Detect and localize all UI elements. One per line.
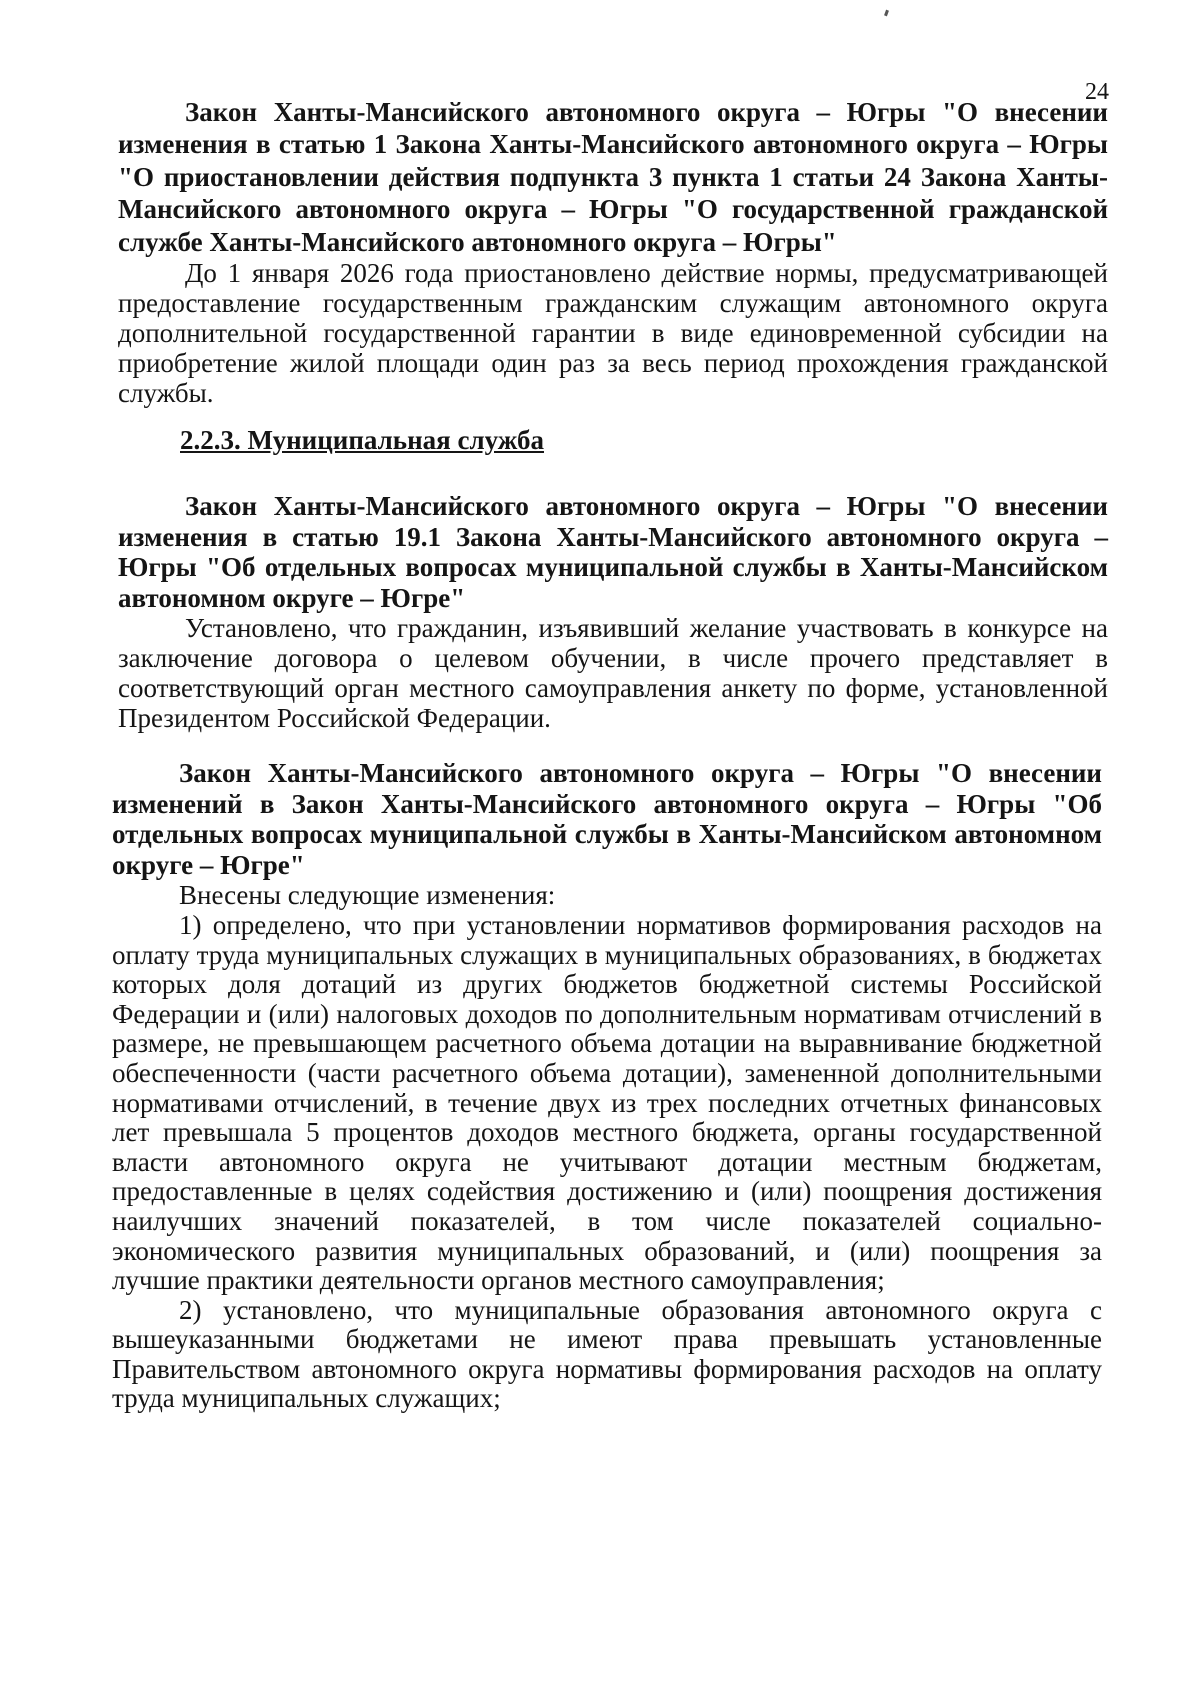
section-3-title: Закон Ханты-Мансийского автономного округа – Югры "О внесении изменений в Закон Ханты-Мансийского автономного округа – Югры "Об отдельных вопросах муниципальной службы в Ханты-Мансийском автономном округе – Югре" <box>112 758 1102 880</box>
section-3-item-2: 2) установлено, что муниципальные образования автономного округа с вышеуказанными бюджетами не имеют права превышать установленные Правительством автономного округа нормативы формирования расходов на оплату труда муниципальных служащих; <box>112 1294 1102 1414</box>
section-1-title: Закон Ханты-Мансийского автономного округа – Югры "О внесении изменения в статью 1 Закона Ханты-Мансийского автономного округа – Югры "О приостановлении действия подпункта 3 пункта 1 статьи 24 Закона Ханты-Мансийского автономного округа – Югры "О государственной гражданской службе Ханты-Мансийского автономного округа – Югры" <box>118 97 1108 257</box>
section-3-item-1: 1) определено, что при установлении нормативов формирования расходов на оплату труда муниципальных служащих в муниципальных образованиях, в бюджетах которых доля дотаций из других бюджетов бюджетной системы Российской Федерации и (или) налоговых доходов по дополнительным нормативам отчислений в размере, не превышающем расчетного объема дотации на выравнивание бюджетной обеспеченности (части расчетного объема дотации), замененной дополнительными нормативами отчислений, в течение двух из трех последних отчетных финансовых лет превышала 5 процентов доходов местного бюджета, органы государственной власти автономного округа не учитывают дотации местным бюджетам, предоставленные в целях содействия достижению и (или) поощрения достижения наилучших значений показателей, в том числе показателей социально-экономического развития муниципальных образований, и (или) поощрения за лучшие практики деятельности органов местного самоуправления; <box>112 909 1102 1296</box>
section-3-intro: Внесены следующие изменения: <box>179 880 556 911</box>
subsection-heading: 2.2.3. Муниципальная служба <box>180 425 544 455</box>
section-2-body: Установлено, что гражданин, изъявивший желание участвовать в конкурсе на заключение договора о целевом обучении, в числе прочего представляет в соответствующий орган местного самоуправления анкету по форме, установленной Президентом Российской Федерации. <box>118 613 1108 734</box>
scan-speck <box>884 10 889 17</box>
page-number: 24 <box>1085 79 1109 105</box>
section-2 <box>118 491 1108 733</box>
section-1-body: До 1 января 2026 года приостановлено действие нормы, предусматривающей предоставление государственным гражданским служащим автономного округа дополнительной государственной гарантии в виде единовременной субсидии на приобретение жилой площади один раз за весь период прохождения гражданской службы. <box>118 258 1108 409</box>
section-2-title: Закон Ханты-Мансийского автономного округа – Югры "О внесении изменения в статью 19.1 Закона Ханты-Мансийского автономного округа – Югры "Об отдельных вопросах муниципальной службы в Ханты-Мансийском автономном округе – Югре" <box>118 491 1108 613</box>
section-1 <box>118 96 1108 408</box>
section-3 <box>112 758 1102 1414</box>
